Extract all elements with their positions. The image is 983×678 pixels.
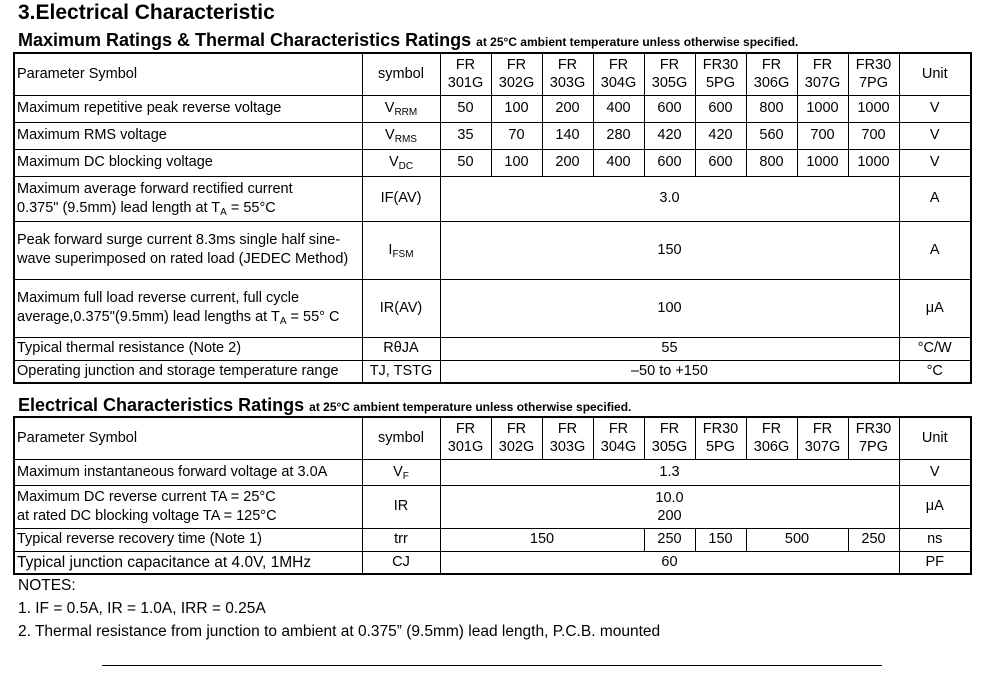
row-value: 55 bbox=[440, 337, 899, 360]
row-unit: A bbox=[899, 176, 971, 221]
row-value: 600 bbox=[644, 95, 695, 122]
header-part: FR 302G bbox=[491, 53, 542, 95]
row-symbol: IR bbox=[362, 485, 440, 528]
table-row bbox=[14, 95, 971, 122]
row-param: Typical reverse recovery time (Note 1) bbox=[14, 528, 362, 551]
header-part: FR 304G bbox=[593, 53, 644, 95]
max-ratings-condition: at 25°C ambient temperature unless otherwise specified. bbox=[476, 35, 799, 49]
header-part: FR 306G bbox=[746, 53, 797, 95]
row-value: 100 bbox=[440, 279, 899, 337]
row-param: Maximum instantaneous forward voltage at 3.0A bbox=[14, 459, 362, 485]
note-item: 1. IF = 0.5A, IR = 1.0A, IRR = 0.25A bbox=[18, 600, 266, 617]
row-param: Maximum average forward rectified current 0.375" (9.5mm) lead length at $T_A = 55^\circ C$ bbox=[14, 176, 362, 221]
row-param: Maximum RMS voltage bbox=[14, 122, 362, 149]
row-param: Maximum DC reverse current TA = 25°C at rated DC blocking voltage TA = 125°C bbox=[14, 485, 362, 528]
row-value: 250 bbox=[848, 528, 899, 551]
notes-title: NOTES: bbox=[18, 577, 76, 594]
row-symbol: $V_{DC}$ bbox=[362, 149, 440, 176]
row-value: 150 bbox=[440, 528, 644, 551]
table-header-row bbox=[14, 53, 971, 95]
row-value: 100 bbox=[491, 149, 542, 176]
header-part: FR 307G bbox=[797, 417, 848, 459]
row-value: 70 bbox=[491, 122, 542, 149]
header-unit: Unit bbox=[899, 53, 971, 95]
row-unit: V bbox=[899, 122, 971, 149]
header-part: FR30 5PG bbox=[695, 417, 746, 459]
footer-divider bbox=[102, 665, 882, 666]
header-unit: Unit bbox=[899, 417, 971, 459]
row-value: 10.0 200 bbox=[440, 485, 899, 528]
row-value: 200 bbox=[542, 149, 593, 176]
section-heading: 3.Electrical Characteristic bbox=[18, 1, 275, 24]
header-part: FR 303G bbox=[542, 417, 593, 459]
row-unit: V bbox=[899, 459, 971, 485]
header-param: Parameter Symbol bbox=[14, 417, 362, 459]
header-symbol: symbol bbox=[362, 53, 440, 95]
elec-title bbox=[18, 395, 631, 416]
row-symbol: RθJA bbox=[362, 337, 440, 360]
row-param: Maximum repetitive peak reverse voltage bbox=[14, 95, 362, 122]
table-header-row bbox=[14, 417, 971, 459]
row-unit: V bbox=[899, 95, 971, 122]
header-part: FR 305G bbox=[644, 53, 695, 95]
elec-title-text: Electrical Characteristics Ratings bbox=[18, 395, 305, 415]
row-unit: V bbox=[899, 149, 971, 176]
row-symbol: TJ, TSTG bbox=[362, 360, 440, 383]
header-part: FR30 7PG bbox=[848, 417, 899, 459]
row-param: Typical thermal resistance (Note 2) bbox=[14, 337, 362, 360]
row-param: Maximum full load reverse current, full cycle average,0.375"(9.5mm) lead lengths at $T_A = 55^\circ$ C bbox=[14, 279, 362, 337]
row-symbol: trr bbox=[362, 528, 440, 551]
header-part: FR 301G bbox=[440, 53, 491, 95]
elec-condition: at 25°C ambient temperature unless otherwise specified. bbox=[309, 400, 632, 414]
row-param: Typical junction capacitance at 4.0V, 1MHz bbox=[14, 551, 362, 574]
row-symbol: CJ bbox=[362, 551, 440, 574]
row-value: 100 bbox=[491, 95, 542, 122]
row-value: 600 bbox=[695, 95, 746, 122]
row-value: 800 bbox=[746, 95, 797, 122]
header-part: FR 302G bbox=[491, 417, 542, 459]
row-value: 200 bbox=[542, 95, 593, 122]
table-row bbox=[14, 528, 971, 551]
header-part: FR 306G bbox=[746, 417, 797, 459]
row-value: 1000 bbox=[848, 149, 899, 176]
row-value: 700 bbox=[797, 122, 848, 149]
table-row bbox=[14, 360, 971, 383]
row-value: 50 bbox=[440, 95, 491, 122]
row-unit: A bbox=[899, 221, 971, 279]
row-value: 420 bbox=[695, 122, 746, 149]
row-value: 280 bbox=[593, 122, 644, 149]
row-unit: °C bbox=[899, 360, 971, 383]
row-value: 700 bbox=[848, 122, 899, 149]
row-value: 60 bbox=[440, 551, 899, 574]
note-item: 2. Thermal resistance from junction to ambient at 0.375” (9.5mm) lead length, P.C.B. mounted bbox=[18, 623, 661, 640]
table-row bbox=[14, 122, 971, 149]
row-value: 800 bbox=[746, 149, 797, 176]
row-unit: PF bbox=[899, 551, 971, 574]
row-symbol: $I_{FSM}$ bbox=[362, 221, 440, 279]
row-symbol: IR(AV) bbox=[362, 279, 440, 337]
table-row bbox=[14, 149, 971, 176]
max-ratings-title bbox=[18, 30, 798, 51]
row-value: 3.0 bbox=[440, 176, 899, 221]
row-value: –50 to +150 bbox=[440, 360, 899, 383]
header-part: FR 307G bbox=[797, 53, 848, 95]
header-part: FR 304G bbox=[593, 417, 644, 459]
row-unit: μA bbox=[899, 279, 971, 337]
header-symbol: symbol bbox=[362, 417, 440, 459]
header-part: FR 305G bbox=[644, 417, 695, 459]
header-part: FR30 5PG bbox=[695, 53, 746, 95]
row-value: 35 bbox=[440, 122, 491, 149]
table-row bbox=[14, 221, 971, 279]
row-param: Operating junction and storage temperature range bbox=[14, 360, 362, 383]
row-value: 150 bbox=[695, 528, 746, 551]
row-value: 420 bbox=[644, 122, 695, 149]
elec-table bbox=[13, 416, 972, 575]
row-value: 50 bbox=[440, 149, 491, 176]
row-symbol: $V_F$ bbox=[362, 459, 440, 485]
table-row bbox=[14, 337, 971, 360]
header-part: FR 301G bbox=[440, 417, 491, 459]
row-unit: ns bbox=[899, 528, 971, 551]
row-value: 250 bbox=[644, 528, 695, 551]
row-value: 140 bbox=[542, 122, 593, 149]
table-row bbox=[14, 485, 971, 528]
header-part: FR 303G bbox=[542, 53, 593, 95]
row-value: 560 bbox=[746, 122, 797, 149]
row-value: 400 bbox=[593, 149, 644, 176]
row-value: 600 bbox=[695, 149, 746, 176]
table-row bbox=[14, 551, 971, 574]
row-value: 150 bbox=[440, 221, 899, 279]
row-symbol: $V_{RMS}$ bbox=[362, 122, 440, 149]
max-ratings-title-text: Maximum Ratings & Thermal Characteristics Ratings bbox=[18, 30, 472, 50]
row-value: 1000 bbox=[848, 95, 899, 122]
row-param: Peak forward surge current 8.3ms single half sine-wave superimposed on rated load (JEDEC Method) bbox=[14, 221, 362, 279]
row-value: 1.3 bbox=[440, 459, 899, 485]
row-unit: μA bbox=[899, 485, 971, 528]
table-row bbox=[14, 176, 971, 221]
row-value: 400 bbox=[593, 95, 644, 122]
header-param: Parameter Symbol bbox=[14, 53, 362, 95]
row-value: 500 bbox=[746, 528, 848, 551]
table-row bbox=[14, 459, 971, 485]
table-row bbox=[14, 279, 971, 337]
header-part: FR30 7PG bbox=[848, 53, 899, 95]
row-value: 600 bbox=[644, 149, 695, 176]
row-symbol: IF(AV) bbox=[362, 176, 440, 221]
row-unit: °C/W bbox=[899, 337, 971, 360]
row-value: 1000 bbox=[797, 95, 848, 122]
row-symbol: $V_{RRM}$ bbox=[362, 95, 440, 122]
max-ratings-table bbox=[13, 52, 972, 384]
row-value: 1000 bbox=[797, 149, 848, 176]
row-param: Maximum DC blocking voltage bbox=[14, 149, 362, 176]
